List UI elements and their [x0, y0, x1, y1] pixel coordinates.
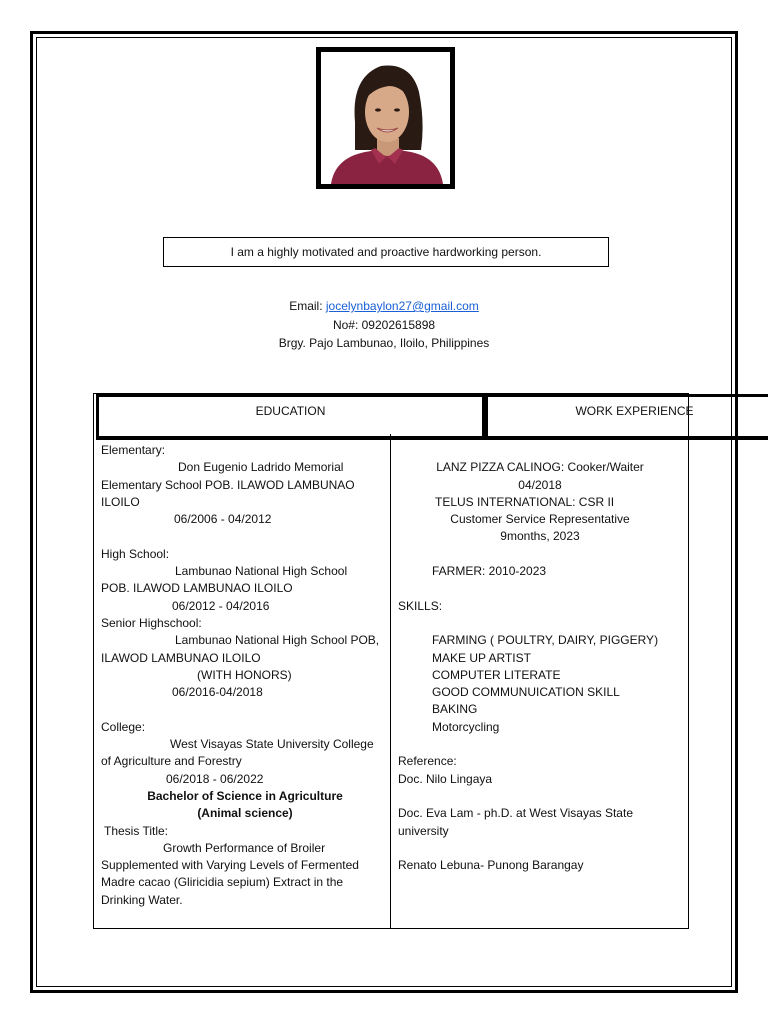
college-dates: 06/2018 - 06/2022 — [166, 771, 264, 786]
thesis-title: Growth Performance of Broiler — [163, 840, 326, 855]
high-school-dates: 06/2012 - 04/2016 — [172, 598, 270, 613]
elementary-school-cont: ILOILO — [101, 494, 140, 509]
elementary-label: Elementary: — [101, 443, 166, 457]
skill-item: MAKE UP ARTIST — [432, 650, 531, 665]
thesis-title-cont: Supplemented with Varying Levels of Fermented — [101, 858, 359, 873]
address: Brgy. Pajo Lambunao, Iloilo, Philippines — [278, 336, 490, 350]
high-school-label: High School: — [101, 546, 170, 561]
senior-high-school: Lambunao National High School POB, — [175, 633, 380, 648]
skills-label: SKILLS: — [398, 598, 443, 613]
skill-item: COMPUTER LITERATE — [432, 667, 561, 682]
senior-high-school-cont: ILAWOD LAMBUNAO ILOILO — [101, 650, 261, 665]
profile-photo — [316, 47, 455, 189]
college-label: College: — [101, 719, 146, 734]
high-school: Lambunao National High School — [175, 564, 348, 579]
education-header: EDUCATION — [96, 394, 485, 440]
elementary-dates: 06/2006 - 04/2012 — [174, 512, 272, 527]
reference-item-cont: university — [398, 823, 449, 838]
job-date: 04/2018 — [518, 477, 562, 492]
profile-photo-image — [321, 52, 450, 184]
job-title: LANZ PIZZA CALINOG: Cooker/Waiter — [436, 460, 644, 475]
work-experience-header: WORK EXPERIENCE — [485, 394, 768, 440]
job-title: TELUS INTERNATIONAL: CSR II — [435, 494, 615, 509]
senior-high-dates: 06/2016-04/2018 — [172, 685, 263, 700]
degree: Bachelor of Science in Agriculture — [147, 788, 343, 803]
resume-table — [93, 393, 694, 929]
degree-major: (Animal science) — [197, 806, 293, 821]
thesis-title-cont: Drinking Water. — [101, 892, 183, 907]
phone-number: No#: 09202615898 — [332, 317, 436, 332]
contact-info — [0, 297, 768, 353]
work-experience-column — [398, 442, 682, 874]
high-school-cont: POB. ILAWOD LAMBUNAO ILOILO — [101, 581, 293, 596]
job-title: FARMER: 2010-2023 — [432, 564, 547, 579]
elementary-school: Don Eugenio Ladrido Memorial — [178, 460, 344, 475]
skill-item: Motorcycling — [432, 719, 500, 734]
college-school-cont: of Agriculture and Forestry — [101, 754, 242, 769]
thesis-title-cont: Madre cacao (Gliricidia sepium) Extract in the — [101, 875, 344, 890]
college-school: West Visayas State University College — [170, 737, 374, 752]
education-column — [101, 442, 389, 909]
reference-item: Doc. Eva Lam - ph.D. at West Visayas State — [398, 806, 633, 821]
reference-label: Reference: — [398, 754, 457, 769]
column-divider — [390, 434, 391, 929]
job-duration: 9months, 2023 — [500, 529, 580, 544]
senior-high-label: Senior Highschool: — [101, 615, 202, 630]
thesis-label: Thesis Title: — [104, 823, 169, 838]
elementary-school-cont: Elementary School POB. ILAWOD LAMBUNAO — [101, 477, 355, 492]
email-line — [0, 297, 768, 316]
senior-high-honors: (WITH HONORS) — [197, 667, 292, 682]
reference-item: Doc. Nilo Lingaya — [398, 771, 493, 786]
objective-statement: I am a highly motivated and proactive hardworking person. — [163, 237, 609, 267]
reference-item: Renato Lebuna- Punong Barangay — [398, 858, 584, 873]
job-role: Customer Service Representative — [450, 512, 630, 527]
email-link[interactable]: jocelynbaylon27@gmail.com — [325, 299, 479, 313]
skill-item: FARMING ( POULTRY, DAIRY, PIGGERY) — [432, 633, 659, 648]
email-label: Email: — [289, 299, 326, 313]
skill-item: BAKING — [432, 702, 478, 717]
skill-item: GOOD COMMUNUICATION SKILL — [432, 685, 620, 700]
